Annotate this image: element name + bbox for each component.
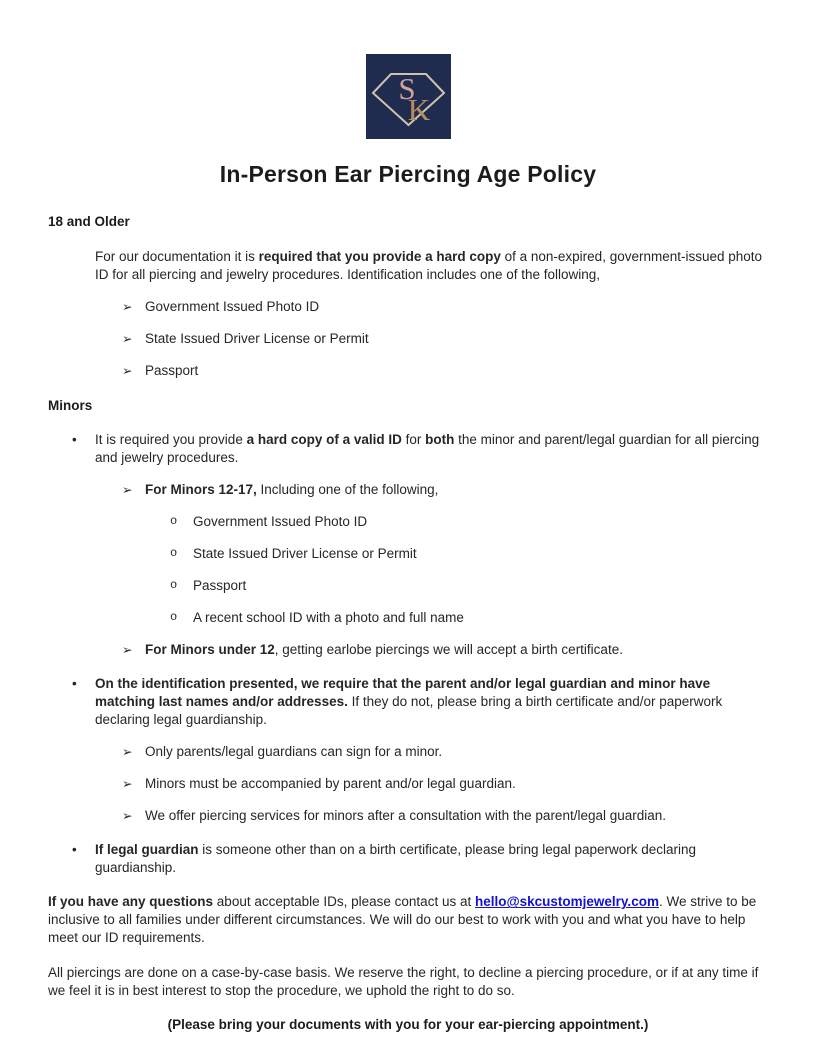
closing-note: (Please bring your documents with you for your ear-piercing appointment.): [167, 1017, 649, 1033]
list-item-text: [95, 431, 768, 467]
logo-container: [0, 0, 816, 144]
page-title: In-Person Ear Piercing Age Policy: [219, 160, 597, 187]
circle-bullet-icon: o: [170, 609, 178, 624]
section-heading-18-and-older: 18 and Older: [48, 213, 130, 229]
list-item-text: Government Issued Photo ID: [193, 514, 368, 530]
bold-segment: If you have any questions: [48, 894, 214, 910]
text-segment: . We strive to be inclusive to all families under different circumstances. We will do our best to work with you and what you have to help meet our ID requirements.: [48, 894, 757, 946]
case-by-case-paragraph: All piercings are done on a case-by-case basis. We reserve the right, to decline a piercing procedure, or if at any time if we feel it is in best interest to stop the procedure, we uphold the right to do so.: [48, 965, 759, 999]
logo-letter-k: K: [407, 92, 430, 127]
questions-paragraph: [48, 893, 768, 947]
bold-segment: If legal guardian: [95, 841, 199, 857]
list-item-text: Minors must be accompanied by parent and/or legal guardian.: [145, 775, 516, 791]
arrow-bullet-icon: ➢: [122, 482, 133, 498]
arrow-bullet-icon: ➢: [122, 363, 133, 379]
email-link[interactable]: hello@skcustomjewelry.com: [474, 894, 659, 910]
bold-segment: For Minors 12-17,: [145, 482, 257, 498]
list-item-text: Passport: [193, 577, 247, 593]
text-segment: is someone other than on a birth certificate, please bring legal paperwork declaring guardianship.: [95, 841, 697, 875]
bold-segment: required that you provide a hard copy: [258, 249, 501, 265]
list-item-text: [95, 841, 768, 877]
list-item: [48, 807, 768, 825]
list-item: [48, 362, 768, 380]
disc-bullet-icon: •: [72, 432, 77, 448]
list-item: [48, 775, 768, 793]
disc-bullet-icon: •: [72, 675, 77, 691]
list-item-text: [145, 481, 438, 499]
disc-bullet-icon: •: [72, 841, 77, 857]
text-segment: the minor and parent/legal guardian for all piercing and jewelry procedures.: [95, 432, 760, 466]
list-item: [48, 431, 768, 467]
list-item: [48, 481, 768, 499]
intro-paragraph: [48, 248, 768, 284]
section-heading-minors: Minors: [48, 398, 93, 414]
list-item: [48, 743, 768, 761]
list-item: [48, 841, 768, 877]
list-item: [48, 545, 768, 563]
arrow-bullet-icon: ➢: [122, 331, 133, 347]
list-item-text: We offer piercing services for minors after a consultation with the parent/legal guardian.: [145, 807, 667, 823]
list-item: [48, 675, 768, 729]
arrow-bullet-icon: ➢: [122, 743, 133, 759]
bold-segment: both: [425, 432, 455, 448]
logo-letter-s: S: [397, 71, 416, 106]
list-item: [48, 641, 768, 659]
list-item-text: Government Issued Photo ID: [145, 299, 320, 315]
list-item-text: [145, 641, 623, 659]
text-segment: about acceptable IDs, please contact us at: [213, 894, 475, 910]
list-item-text: State Issued Driver License or Permit: [145, 331, 369, 347]
list-item: [48, 513, 768, 531]
text-segment: It is required you provide: [95, 432, 247, 448]
arrow-bullet-icon: ➢: [122, 807, 133, 823]
arrow-bullet-icon: ➢: [122, 299, 133, 315]
circle-bullet-icon: o: [170, 546, 178, 561]
list-item-text: [95, 675, 768, 729]
text-segment: Including one of the following,: [256, 482, 439, 498]
list-item: [48, 577, 768, 595]
text-segment: for: [401, 432, 426, 448]
text-segment: , getting earlobe piercings we will accept a birth certificate.: [274, 641, 623, 657]
arrow-bullet-icon: ➢: [122, 775, 133, 791]
bold-segment: For Minors under 12: [145, 641, 275, 657]
sk-diamond-logo: [366, 54, 451, 139]
bold-segment: a hard copy of a valid ID: [246, 432, 402, 448]
list-item-text: Passport: [145, 363, 199, 379]
list-item-text: State Issued Driver License or Permit: [193, 546, 417, 562]
list-item: [48, 298, 768, 316]
list-item-text: A recent school ID with a photo and full name: [193, 609, 464, 625]
list-item: [48, 330, 768, 348]
text-segment: of a non-expired, government-issued photo ID for all piercing and jewelry procedures. Identification includes one of the following,: [95, 249, 763, 283]
circle-bullet-icon: o: [170, 514, 178, 529]
list-item: [48, 609, 768, 627]
document-body: [0, 213, 816, 1035]
text-segment: If they do not, please bring a birth certificate and/or paperwork declaring legal guardianship.: [95, 693, 723, 727]
text-segment: For our documentation it is: [95, 249, 259, 265]
bold-segment: On the identification presented, we require that the parent and/or legal guardian and minor have matching last names and/or addresses.: [95, 675, 711, 709]
arrow-bullet-icon: ➢: [122, 641, 133, 657]
circle-bullet-icon: o: [170, 577, 178, 592]
list-item-text: Only parents/legal guardians can sign for a minor.: [145, 743, 443, 759]
